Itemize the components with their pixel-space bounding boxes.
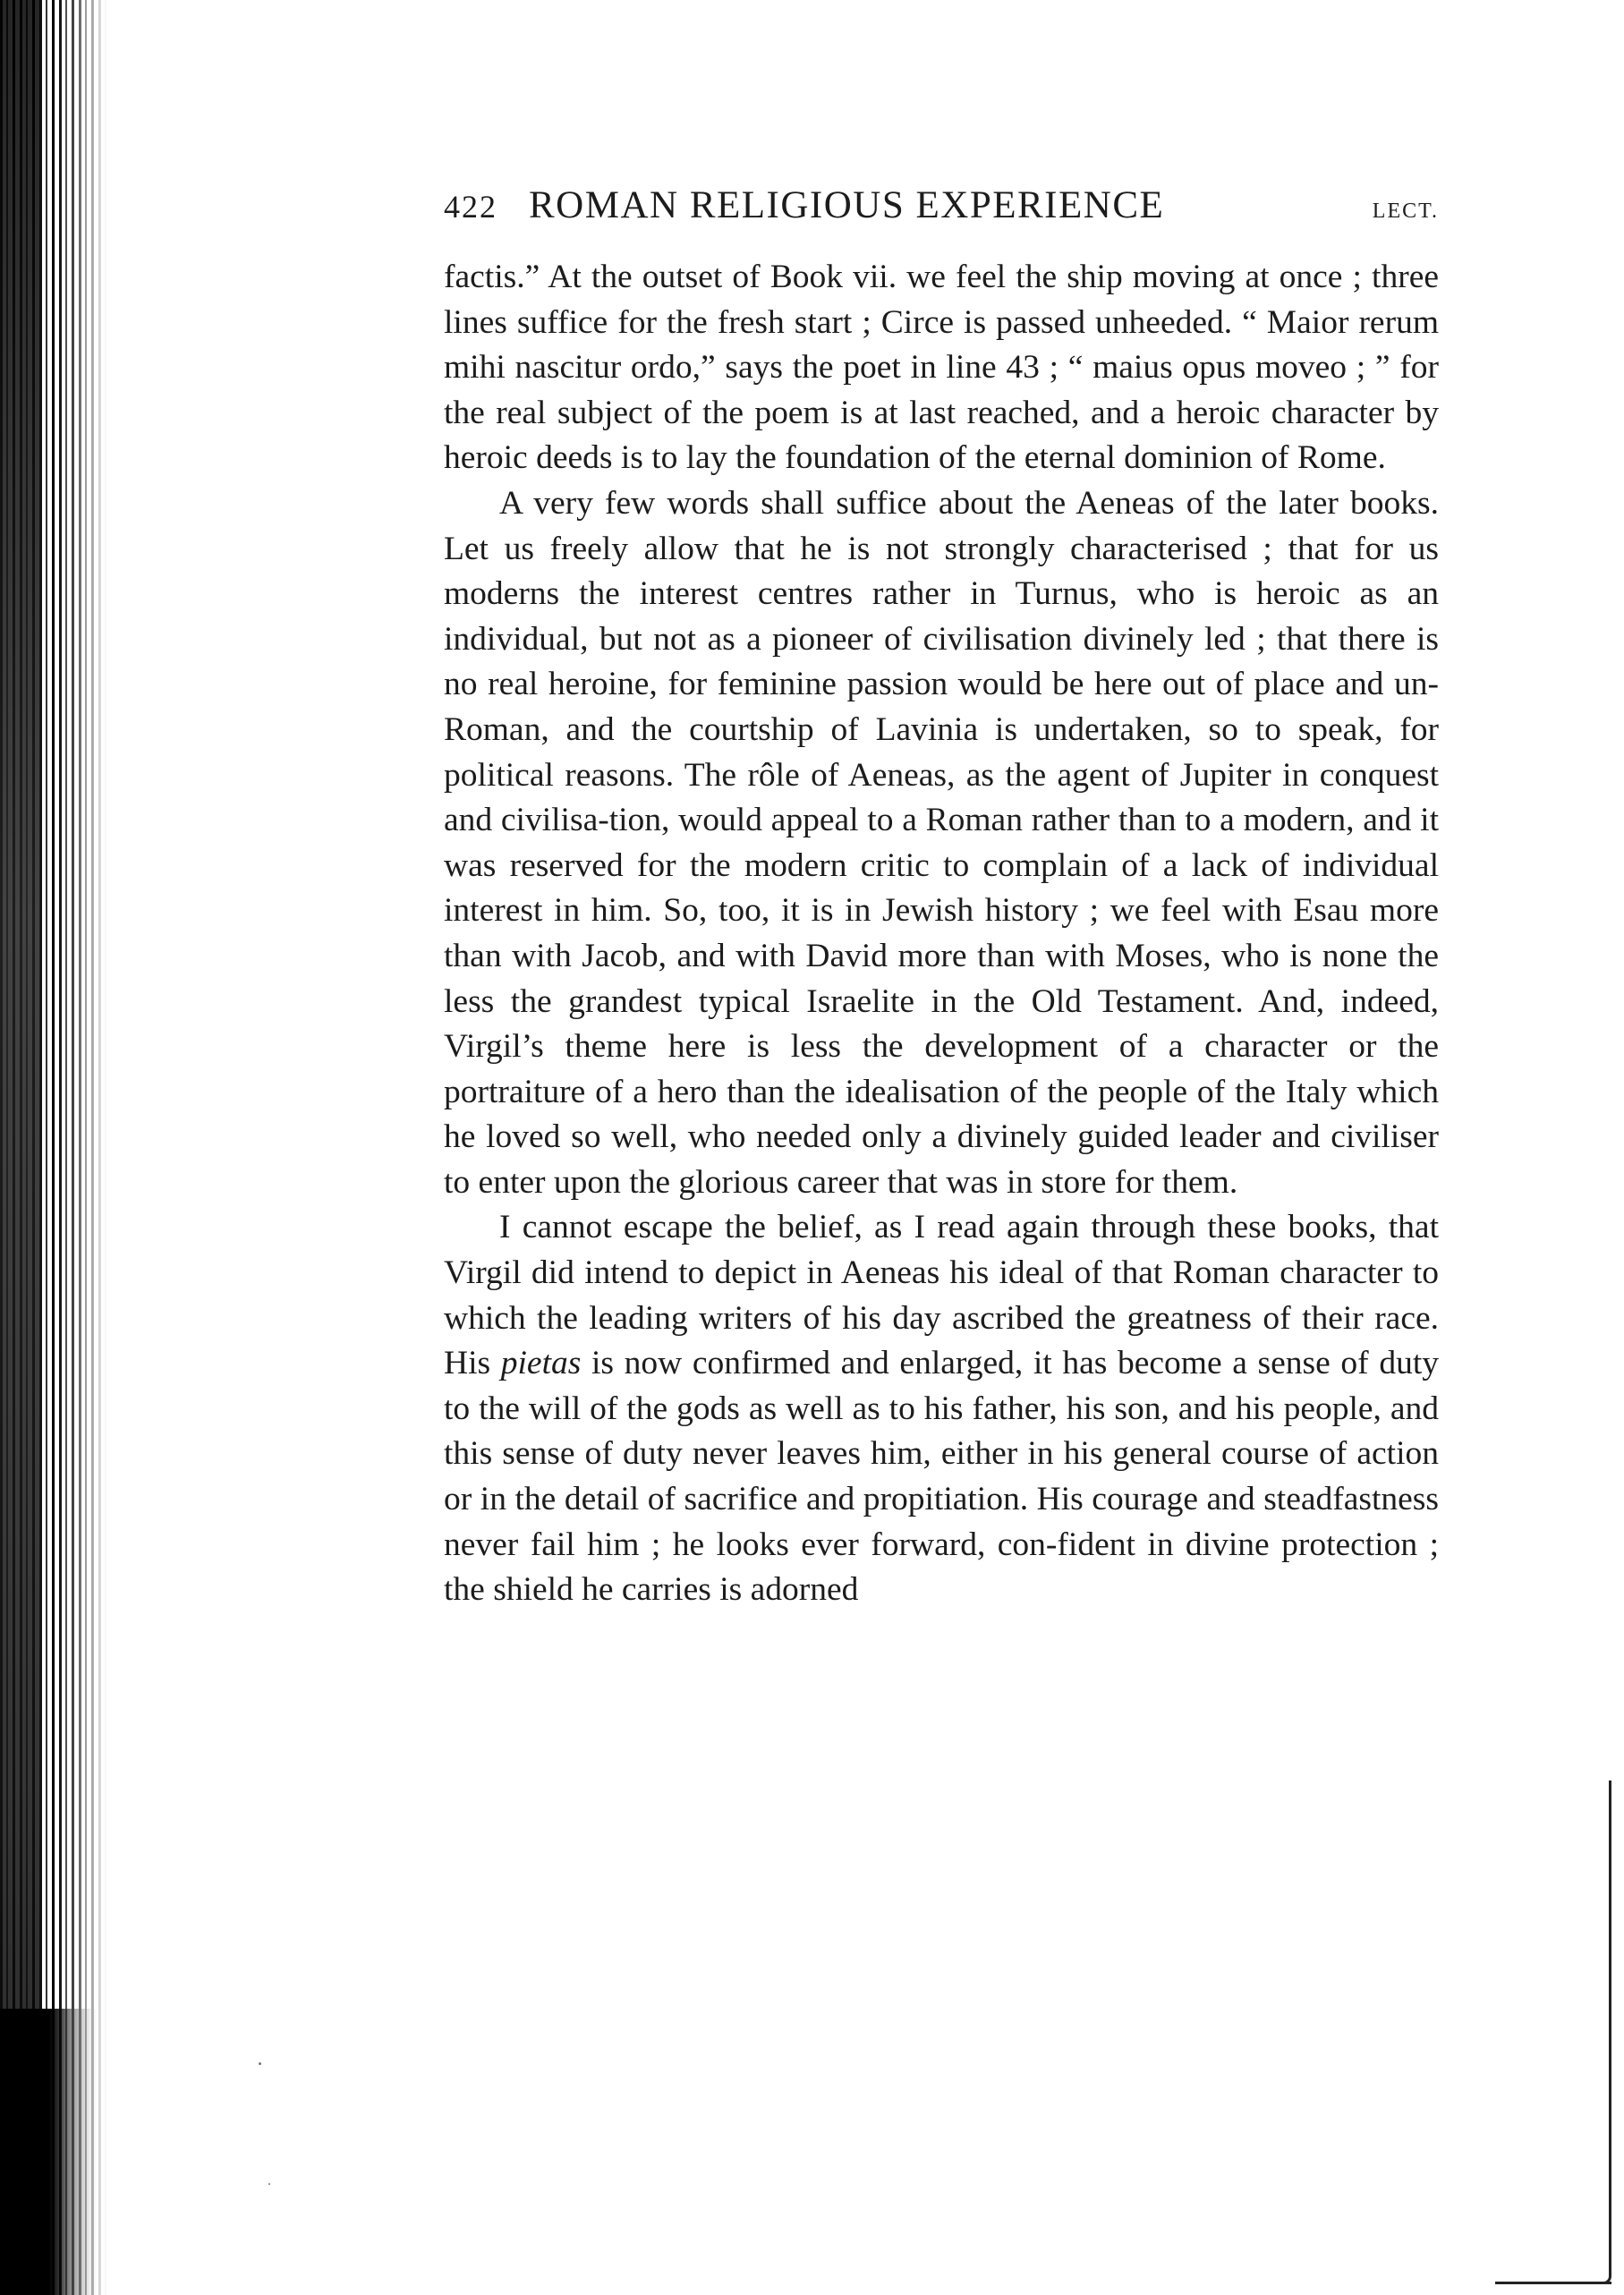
scanned-binding-edge <box>0 0 107 2295</box>
paragraph-text: I cannot escape the belief, as I read again through these books, that Virgil did intend to depict in Aeneas his ideal of that Roman character to which the leading writers of his day ascribed the greatness of their race. His <box>444 1209 1439 1382</box>
section-mark: LECT. <box>1372 200 1439 223</box>
running-title: ROMAN RELIGIOUS EXPERIENCE <box>529 184 1165 226</box>
page-curl-edge <box>1603 1781 1611 2284</box>
scan-speck <box>259 2062 261 2065</box>
running-header <box>444 183 1439 237</box>
binding-shadow-bottom <box>0 2009 98 2295</box>
italic-term: pietas <box>500 1345 582 1382</box>
body-text <box>444 255 1439 1613</box>
scan-speck <box>268 2183 270 2185</box>
paragraph-text: A very few words shall suffice about the Aeneas of the later books. Let us freely allow that he is not strongly characterised ; that for us moderns the interest centres rather in Turnus, who is heroic as an individual, but not as a pioneer of civilisation divinely led ; that there is no real heroine, for feminine passion would be here out of place and un-Roman, and the courtship of Lavinia is undertaken, so to speak, for political reasons. The rôle of Aeneas, as the agent of Jupiter in conquest and civilisa-tion, would appeal to a Roman rather than to a modern, and it was reserved for the modern critic to complain of a lack of individual interest in him. So, too, it is in Jewish history ; we feel with Esau more than with Jacob, and with David more than with Moses, who is none the less the grandest typical Israelite in the Old Testament. And, indeed, Virgil’s theme here is less the development of a character or the portraiture of a hero than the idealisation of the people of the Italy which he loved so well, who needed only a divinely guided leader and civiliser to enter upon the glorious career that was in store for them. <box>444 484 1439 1201</box>
paragraph-text: factis.” At the outset of Book vii. we feel the ship moving at once ; three lines suffice for the fresh start ; Circe is passed unheeded. “ Maior rerum mihi nascitur ordo,” says the poet in line 43 ; “ maius opus moveo ; ” for the real subject of the poem is at last reached, and a heroic character by heroic deeds is to lay the foundation of the eternal dominion of Rome. <box>444 259 1439 477</box>
paragraph-1 <box>444 255 1439 481</box>
book-page <box>444 183 1439 1613</box>
paragraph-text: is now confirmed and enlarged, it has become a sense of duty to the will of the gods as well as to his father, his son, and his people, and this sense of duty never leaves him, either in his general course of action or in the detail of sacrifice and propitiation. His courage and steadfastness never fail him ; he looks ever forward, con-fident in divine protection ; the shield he carries is adorned <box>444 1345 1439 1609</box>
paragraph-2 <box>444 481 1439 1206</box>
page-curl-base <box>1495 2282 1611 2284</box>
binding-shadow <box>0 0 40 2295</box>
paragraph-3 <box>444 1205 1439 1612</box>
page-number: 422 <box>444 189 497 225</box>
